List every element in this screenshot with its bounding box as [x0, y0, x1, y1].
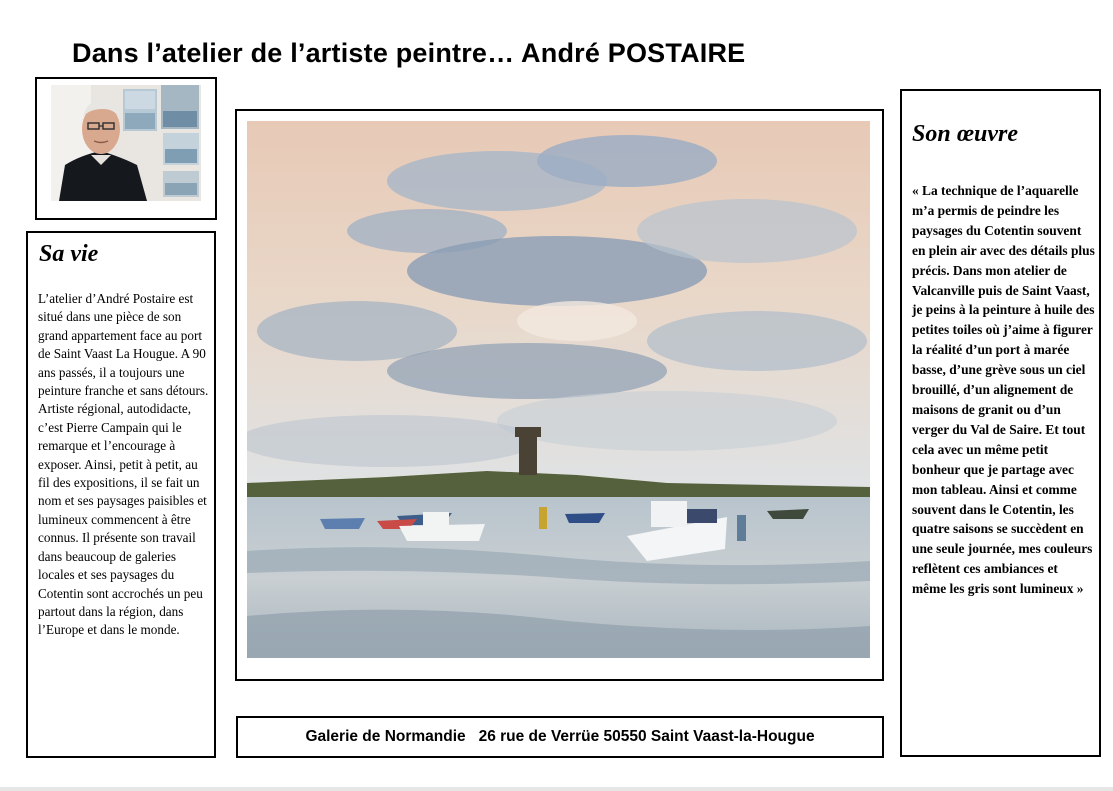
- painting-frame: [235, 109, 884, 681]
- seascape-painting-image: [247, 121, 870, 658]
- oeuvre-quote: « La technique de l’aquarelle m’a permis de peindre les paysages du Cotentin souvent en plein air avec des détails plus précis. Dans mon atelier de Valcanville puis de Saint Vaast, je peins à la peinture à huile des petites toiles où j’aime à figurer la réalité d’un port à marée basse, d’une grève sous un ciel brouillé, d’un alignement de maisons de granit ou d’un verger du Val de Saire. Et tout cela avec un même petit bonheur que je partage avec mon tableau. Ainsi et comme souvent dans le Cotentin, les quatre saisons se succèdent en une seule journée, mes couleurs reflètent ces ambiances et même les gris sont lumineux »: [912, 183, 1095, 597]
- life-section: [26, 231, 216, 758]
- gallery-address: Galerie de Normandie 26 rue de Verrüe 50550 Saint Vaast-la-Hougue: [305, 728, 815, 745]
- artist-portrait-image: [51, 85, 201, 201]
- life-text: L’atelier d’André Postaire est situé dans une pièce de son grand appartement face au port de Saint Vaast La Hougue. A 90 ans passés, il a toujours une peinture franche et sans détours. Artiste régional, autodidacte, c’est Pierre Campain qui le remarque et l’encourage à exposer. Ainsi, petit à petit, au fil des expositions, il se fait un nom et ses paysages paisibles et lumineux commencent à être connus. Il présente son travail dans beaucoup de galeries locales et ses paysages du Cotentin sont accrochés un peu partout dans la région, dans l’Europe et dans le monde.: [38, 291, 209, 638]
- oeuvre-heading: Son œuvre: [912, 121, 1019, 147]
- page-title: Dans l’atelier de l’artiste peintre… André POSTAIRE: [72, 38, 746, 68]
- artist-photo-frame: [35, 77, 217, 220]
- gallery-address-box: [236, 716, 884, 758]
- bottom-divider: [0, 787, 1113, 791]
- oeuvre-section: [900, 89, 1101, 757]
- life-heading: Sa vie: [39, 241, 99, 267]
